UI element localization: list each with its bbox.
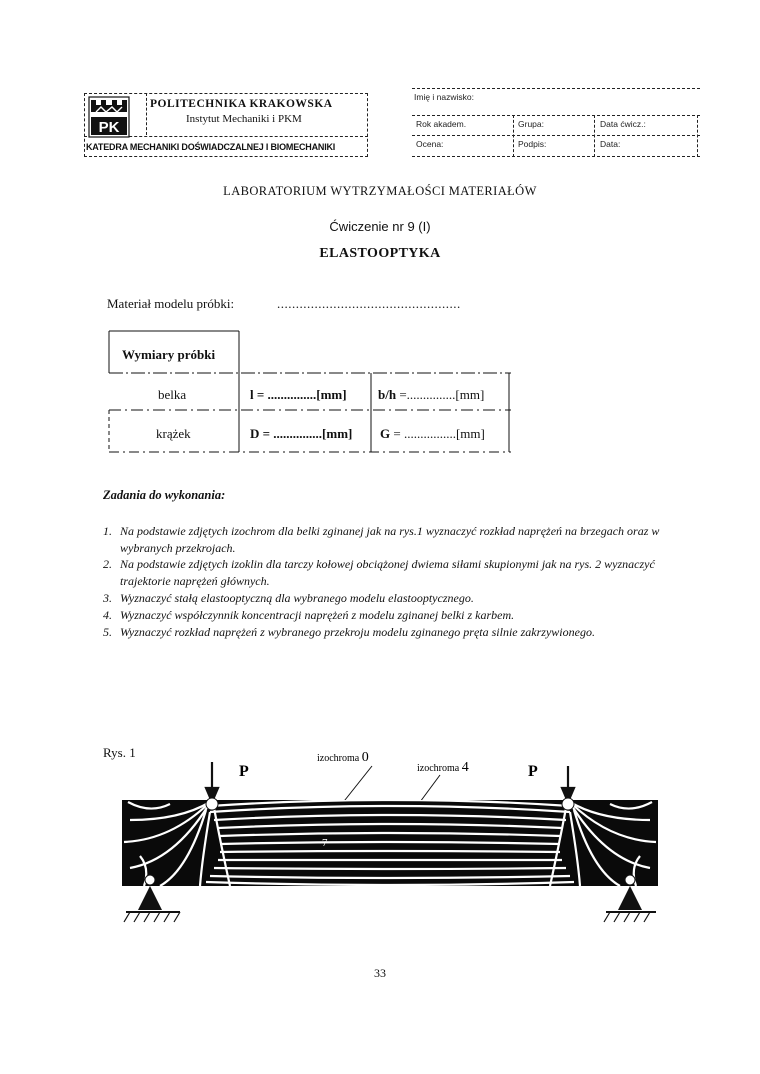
university-logo [88,96,130,138]
material-field[interactable]: ................................................. [277,296,461,311]
task-item [103,523,663,557]
g-blank: = ................[mm] [390,426,485,441]
task-number: 5. [103,625,112,639]
row-belka-name: belka [158,387,187,402]
task-text: Wyznaczyć rozkład naprężeń z wybranego przekroju modelu zginanego pręta silnie zakrzywionego. [120,625,595,639]
task-number: 2. [103,557,112,571]
row-krazek-name: krążek [156,426,191,441]
load-arrow-right [562,766,574,802]
load-arrow-left [206,762,218,802]
krazek-diameter-field[interactable] [250,426,352,442]
lab-title: LABORATORIUM WYTRZYMAŁOŚCI MATERIAŁÓW [223,184,537,198]
student-name-label: Imię i nazwisko: [414,92,474,102]
material-label: Materiał modelu próbki: [107,296,235,311]
institute-name: Instytut Mechaniki i PKM [186,113,302,125]
support-right [604,886,656,922]
bh-blank: =...............[mm] [396,387,485,402]
belka-bh-field[interactable] [378,387,484,403]
task-item [103,590,663,607]
university-name: POLITECHNIKA KRAKOWSKA [150,98,333,110]
task-number: 3. [103,591,112,605]
exercise-topic: ELASTOOPTYKA [319,246,441,261]
header-divider [146,93,147,135]
task-number: 1. [103,524,112,538]
load-label-left: P [239,763,249,780]
student-box-border [412,88,700,89]
student-box-border [412,156,700,157]
group-label: Grupa: [518,119,544,129]
student-box-border [412,135,700,136]
dimensions-header: Wymiary próbki [122,347,216,362]
symbol-bh: b/h [378,387,397,402]
task-number: 4. [103,608,112,622]
student-box-border [594,115,595,157]
isochrome-0-label: izochroma 0 [317,750,369,765]
fringe-order-label: 7 [322,837,328,849]
photoelastic-beam-figure [110,740,670,940]
task-text: Wyznaczyć współczynnik koncentracji naprężeń z modelu zginanej belki z karbem. [120,608,515,622]
figure-label: Rys. 1 [103,745,136,760]
logo-lettering: PK [98,119,120,136]
task-text: Na podstawie zdjętych izochrom dla belki zginanej jak na rys.1 wyznaczyć rozkład naprężeń na brzegach oraz w wybranych przekrojach. [120,524,660,555]
task-item [103,624,663,658]
page-number: 33 [374,966,386,980]
signature-label: Podpis: [518,139,547,149]
isochrome-4-leader [420,775,440,802]
symbol-l: l = ...............[mm] [250,387,347,402]
task-item [103,607,663,624]
support-left [124,886,180,922]
department-name: KATEDRA MECHANIKI DOŚWIADCZALNEJ I BIOMECHANIKI [86,142,336,152]
isochrome-4-label: izochroma 4 [417,760,469,775]
symbol-g: G [380,426,391,441]
date-label: Data: [600,139,621,149]
task-text: Wyznaczyć stałą elastooptyczną dla wybranego modelu elastooptycznego. [120,591,474,605]
exercise-date-label: Data ćwicz.: [600,119,646,129]
belka-length-field[interactable] [250,387,347,403]
task-item [103,556,663,590]
academic-year-label: Rok akadem. [416,119,467,129]
task-text: Na podstawie zdjętych izoklin dla tarczy kołowej obciążonej dwiema siłami skupionymi jak na rys. 2 wyznaczyć trajektorie naprężeń głównych. [120,557,655,588]
symbol-d: D = ...............[mm] [250,426,353,441]
student-box-border [412,115,700,116]
grade-label: Ocena: [416,139,444,149]
krazek-g-field[interactable] [380,426,485,442]
beam-model [122,798,658,886]
tasks-heading: Zadania do wykonania: [103,488,226,502]
student-box-border [513,115,514,157]
student-box-border [697,115,698,157]
load-label-right: P [528,763,538,780]
exercise-number: Ćwiczenie nr 9 (I) [329,219,431,234]
